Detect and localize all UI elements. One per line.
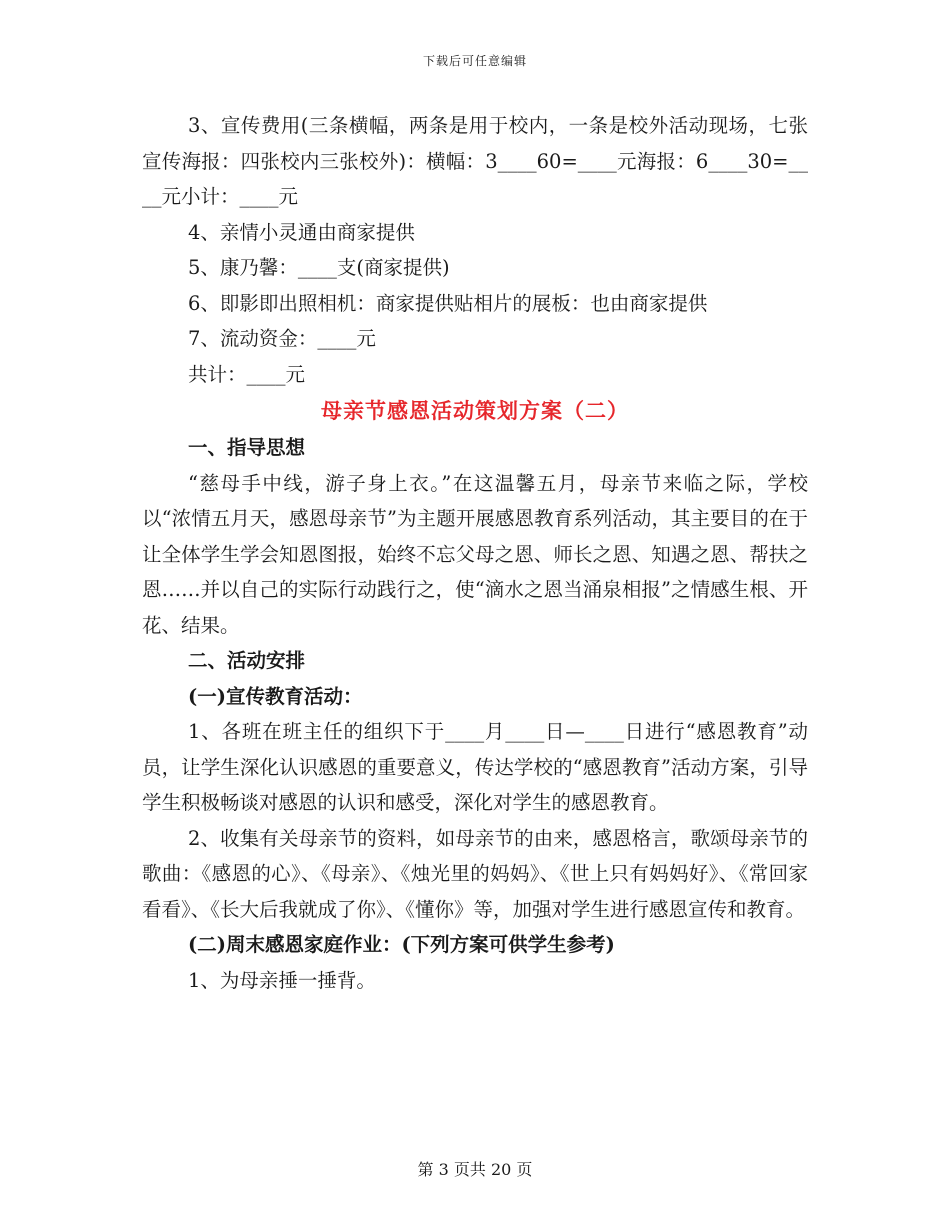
page-footer: 第 3 页共 20 页 [417, 1160, 533, 1179]
heading-activity-arrangement: 二、活动安排 [188, 649, 306, 672]
paragraph-total: 共计：____元 [188, 362, 306, 386]
section-title: 母亲节感恩活动策划方案（二） [321, 398, 629, 423]
paragraph-item-4: 4、亲情小灵通由商家提供 [188, 220, 415, 244]
page-header: 下载后可任意编辑 [422, 54, 527, 68]
paragraph-item-3: 3、宣传费用(三条横幅，两条是用于校内，一条是校外活动现场，七张宣传海报：四张校内三张校外)：横幅：3____60=____元海报：6____30=____元小计：____元 [142, 114, 808, 208]
subheading-weekend-homework: (二)周末感恩家庭作业：(下列方案可供学生参考) [188, 933, 615, 956]
paragraph-publicity-item-2: 2、收集有关母亲节的资料，如母亲节的由来，感恩格言，歌颂母亲节的歌曲：《感恩的心》、《母亲》、《烛光里的妈妈》、《世上只有妈妈好》、《常回家看看》、《长大后我就成了你》、《懂你》等，加强对学生进行感恩宣传和教育。 [142, 826, 808, 921]
document-body [142, 108, 808, 998]
paragraph-homework-item-1: 1、为母亲捶一捶背。 [188, 968, 376, 992]
paragraph-publicity-item-1: 1、各班在班主任的组织下于____月____日—____日进行“感恩教育”动员，让学生深化认识感恩的重要意义，传达学校的“感恩教育”活动方案，引导学生积极畅谈对感恩的认识和感受，深化对学生的感恩教育。 [142, 720, 808, 814]
paragraph-item-5: 5、康乃馨：____支(商家提供) [188, 256, 450, 279]
heading-guiding-thought: 一、指导思想 [188, 436, 306, 459]
subheading-publicity: (一)宣传教育活动： [188, 684, 363, 708]
paragraph-item-7: 7、流动资金：____元 [188, 327, 376, 350]
paragraph-guiding-thought: “慈母手中线，游子身上衣。”在这温馨五月，母亲节来临之际，学校以“浓情五月天，感恩母亲节”为主题开展感恩教育系列活动，其主要目的在于让全体学生学会知恩图报，始终不忘父母之恩、师长之恩、知遇之恩、帮扶之恩……并以自己的实际行动践行之，使“滴水之恩当涌泉相报”之情感生根、开花、结果。 [142, 471, 808, 637]
paragraph-item-6: 6、即影即出照相机：商家提供贴相片的展板：也由商家提供 [188, 291, 708, 315]
